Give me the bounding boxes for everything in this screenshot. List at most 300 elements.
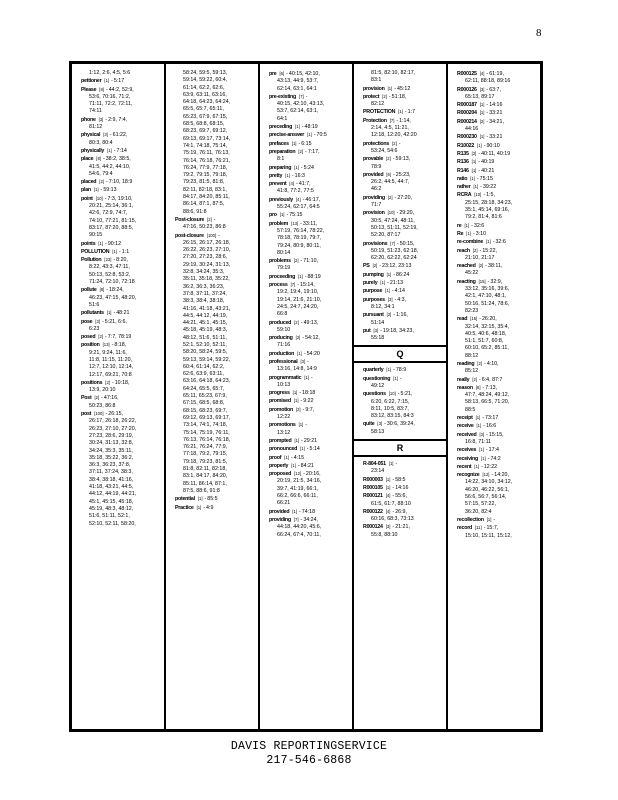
separator-dash: - xyxy=(105,86,108,93)
index-word: pre xyxy=(269,71,277,77)
index-entry-continuation: 36:2, 36:3, 36:23, xyxy=(183,283,225,290)
index-entry xyxy=(269,516,349,524)
occurrence-count: [1] xyxy=(104,78,110,84)
page-line-refs: 86:24 xyxy=(396,271,410,278)
page-line-refs: 29:20, xyxy=(399,210,415,217)
index-entry-continuation: 29:19, 30:24, 31:13, xyxy=(183,261,231,268)
index-entry-continuation: 44:16 xyxy=(465,126,479,133)
index-word: reached xyxy=(457,263,476,270)
index-word: R10022 xyxy=(457,142,475,149)
occurrence-count: [10] xyxy=(474,192,482,198)
index-entry xyxy=(457,150,537,158)
page-line-refs: 39:22 xyxy=(482,184,497,191)
index-entry-continuation: 1:12, 2:6, 4:5, 5:6 xyxy=(89,70,131,76)
index-entry-continuation: 81:5, 82:10, 82:17, xyxy=(371,70,416,76)
index-entry-continuation: 6:20, 6:22, 7:15, xyxy=(371,398,410,405)
page-line-refs: 7:3, 19:10, xyxy=(107,195,133,202)
index-entry-continuation: 79:23, 81:5, 81:8, xyxy=(183,179,225,186)
page-line-refs: 88:19 xyxy=(307,273,321,280)
index-entry-continuation: 8:1 xyxy=(277,156,285,163)
index-entry-continuation: 86:14, 87:1, 87:5, xyxy=(183,201,225,208)
index-entry-continuation: 30:5, 47:24, 48:11, xyxy=(371,217,415,224)
index-entry-continuation: 66:24, 67:4, 70:11, xyxy=(277,531,321,538)
page-line-refs: 10:18, xyxy=(114,379,130,386)
index-entry xyxy=(363,271,443,279)
index-word: re xyxy=(457,222,462,229)
occurrence-count: [1] xyxy=(386,367,392,373)
index-entry xyxy=(457,360,537,368)
index-word: pronounced xyxy=(269,446,298,453)
separator-dash: - xyxy=(297,282,299,289)
occurrence-count: [8] xyxy=(99,287,105,293)
separator-dash: - xyxy=(387,280,389,287)
index-entry-continuation: 83:1 xyxy=(371,77,382,84)
separator-dash: - xyxy=(299,390,302,397)
index-word: purposes xyxy=(363,296,385,303)
index-entry-continuation: 24:5, 24:7, 24:20, xyxy=(277,303,319,310)
occurrence-count: [1] xyxy=(380,280,386,286)
page-line-refs: 41:7, xyxy=(298,181,311,188)
index-entry xyxy=(81,309,161,317)
page-line-refs: 19:18, 34:23, xyxy=(382,327,414,334)
index-entry-continuation: 12:22 xyxy=(277,414,291,421)
separator-dash: - xyxy=(384,421,386,428)
index-entry-continuation: 45:22 xyxy=(465,270,479,277)
occurrence-count: [1] xyxy=(112,248,118,254)
separator-dash: - xyxy=(305,148,307,155)
page-line-refs: 26:15, xyxy=(108,411,124,418)
index-entry-continuation: 41:18, 43:21, 44:5, xyxy=(89,484,134,491)
page-line-refs: 21:21, xyxy=(395,524,410,531)
separator-dash: - xyxy=(113,147,116,154)
occurrence-count: [1] xyxy=(285,172,290,178)
occurrence-count: [13] xyxy=(291,220,299,226)
page-line-refs: 5:17 xyxy=(113,78,125,85)
index-entry-continuation: 80:14 xyxy=(277,249,291,256)
separator-dash: - xyxy=(307,358,309,365)
page-line-refs: 40:15, 42:10, xyxy=(288,71,320,77)
separator-dash: - xyxy=(113,310,116,317)
index-entry-continuation: 64:1 xyxy=(277,115,288,122)
index-entry xyxy=(363,262,443,270)
page-line-refs: 32:9, xyxy=(490,278,503,285)
page-line-refs: 32:6 xyxy=(473,222,485,229)
separator-dash: - xyxy=(300,319,303,326)
index-entry xyxy=(269,140,349,148)
page-line-refs: 4:14 xyxy=(394,288,405,295)
index-word: R000187 xyxy=(457,102,477,109)
index-entry-continuation: 68:15, 68:23, 69:7, xyxy=(183,407,228,414)
index-entry-continuation: 55:24, 62:17, 64:5 xyxy=(277,204,320,211)
index-word: professional xyxy=(269,358,298,365)
occurrence-count: [10] xyxy=(95,195,103,201)
occurrence-count: [2] xyxy=(293,258,299,264)
page-line-refs: 15:22, xyxy=(482,247,498,254)
index-entry-continuation: 46:23, 47:15, 48:20, xyxy=(89,294,137,301)
page-line-refs: 48:21 xyxy=(116,310,130,317)
index-word: receipt xyxy=(457,415,473,422)
occurrence-count: [3] xyxy=(479,86,485,92)
index-entry-continuation: 53:6, 70:16, 71:2, xyxy=(89,93,131,100)
index-entry-continuation: 83:12, 83:15, 84:3 xyxy=(371,413,414,420)
page-line-refs: 25:23, xyxy=(395,171,411,178)
occurrence-count: [2] xyxy=(294,319,299,325)
index-entry-continuation: 51:6 xyxy=(89,301,100,308)
index-entry-continuation: 74:10, 77:21, 81:15, xyxy=(89,217,137,224)
page-line-refs: 9:22 xyxy=(303,398,314,405)
index-entry xyxy=(81,86,161,94)
separator-dash: - xyxy=(380,327,382,334)
separator-dash: - xyxy=(301,124,304,131)
page-line-refs: 14:20, xyxy=(494,472,509,479)
page-line-refs: 51:18, xyxy=(391,93,407,100)
page-line-refs: 5:21, 6:6, xyxy=(104,318,127,325)
occurrence-count: [1] xyxy=(479,134,485,140)
index-entry-continuation: 13:16, 14:8, 14:9 xyxy=(277,366,317,373)
occurrence-count: [1] xyxy=(471,159,477,165)
index-entry-continuation: 47:16, 50:23, 86:8 xyxy=(183,224,226,231)
index-entry-continuation: 66:21 xyxy=(277,500,291,507)
occurrence-count: [1] xyxy=(292,390,298,396)
index-entry-continuation: 38:3, 38:4, 38:18, xyxy=(183,298,225,305)
separator-dash: - xyxy=(478,159,481,166)
separator-dash: - xyxy=(395,461,398,468)
occurrence-count: [1] xyxy=(284,454,289,460)
index-entry-continuation: 76:14, 76:18, 76:21, xyxy=(183,157,231,164)
occurrence-count: [1] xyxy=(307,132,312,138)
index-entry xyxy=(457,142,537,150)
occurrence-count: [7] xyxy=(389,117,395,123)
index-word: recollection xyxy=(457,516,484,523)
separator-dash: - xyxy=(394,85,397,92)
index-entry-continuation: 75:14, 75:19, 76:11, xyxy=(183,429,230,436)
separator-dash: - xyxy=(472,230,475,237)
index-word: pro xyxy=(269,212,277,219)
index-entry xyxy=(363,155,443,163)
occurrence-count: [2] xyxy=(479,118,485,124)
index-entry xyxy=(363,327,443,335)
index-entry xyxy=(363,420,443,428)
index-entry xyxy=(269,358,349,366)
index-entry-continuation: 41:16, 41:18, 43:21, xyxy=(183,305,231,312)
occurrence-count: [1] xyxy=(477,142,482,148)
occurrence-count: [1] xyxy=(385,476,391,482)
page-line-refs: 16:3 xyxy=(294,172,305,179)
separator-dash: - xyxy=(486,102,489,109)
index-entry-continuation: 19:2, 19:4, 19:10, xyxy=(277,289,319,296)
index-entry xyxy=(269,437,349,445)
index-entry-continuation: 82:12 xyxy=(371,101,385,108)
index-entry xyxy=(457,230,537,238)
page-line-refs: 44:2, 52:9, xyxy=(108,86,134,93)
separator-dash: - xyxy=(392,493,395,500)
page-line-refs: 18:18 xyxy=(302,390,316,397)
index-entry-continuation: 27:20, 27:23, 28:6, xyxy=(183,254,228,261)
separator-dash: - xyxy=(286,71,288,77)
separator-dash: - xyxy=(396,240,399,247)
index-entry-continuation: 77:18, 79:2, 79:15, xyxy=(183,451,228,458)
index-entry-continuation: 55:8, 88:10 xyxy=(371,531,398,538)
index-entry-continuation: 44:12, 44:19, 44:21, xyxy=(89,491,137,498)
index-entry-continuation: 64:24, 65:5, 65:7, xyxy=(183,385,225,392)
index-word: pollutants xyxy=(81,310,104,317)
index-entry-continuation: 58:24, 59:5, 59:13, xyxy=(183,70,228,76)
index-entry-continuation: 53:7, 62:14, 63:1, xyxy=(277,108,319,115)
separator-dash: - xyxy=(301,437,303,444)
index-entry-continuation: 55:18 xyxy=(371,335,385,342)
separator-dash: - xyxy=(379,263,381,270)
index-entry xyxy=(363,296,443,304)
page-line-refs: 7:10, 18:9 xyxy=(108,179,133,186)
index-word: problem xyxy=(269,220,289,227)
index-entry xyxy=(269,257,349,265)
index-entry xyxy=(457,101,537,109)
page-line-refs: 61:22, xyxy=(112,132,128,139)
index-word: prompted xyxy=(269,437,292,444)
index-entry-continuation: 74:1, 74:18, 75:14, xyxy=(183,142,228,149)
separator-dash: - xyxy=(310,374,313,381)
index-entry-continuation: 79:2, 81:4, 81:6 xyxy=(465,214,502,221)
index-entry xyxy=(363,508,443,516)
index-entry-continuation: 60:10, 65:2, 85:11, xyxy=(465,345,509,352)
separator-dash: - xyxy=(493,516,496,523)
index-entry xyxy=(269,148,349,156)
index-entry-continuation: 83:1, 84:17, 84:20, xyxy=(183,473,228,480)
page-line-refs: 33:21 xyxy=(489,110,503,117)
index-word: pollute xyxy=(81,287,97,294)
index-entry-continuation: 33:12, 35:16, 39:6, xyxy=(465,286,510,293)
index-entry xyxy=(457,446,537,454)
reporter-phone: 217-546-6868 xyxy=(266,754,352,767)
separator-dash: - xyxy=(302,335,305,342)
index-word: pre-existing xyxy=(269,93,297,100)
index-entry-continuation: 62:6, 63:9, 63:11, xyxy=(183,371,224,378)
occurrence-count: [12] xyxy=(482,472,490,478)
index-entry-continuation: 42:1, 47:10, 48:1, xyxy=(465,293,507,300)
index-entry-continuation: 66:8 xyxy=(277,311,288,318)
index-entry-continuation: 79:19 xyxy=(277,265,291,272)
page-line-refs: 18:24, xyxy=(109,287,124,294)
separator-dash: - xyxy=(486,86,489,93)
index-word: RCRA xyxy=(457,192,472,199)
occurrence-count: [10] xyxy=(388,391,396,397)
index-entry-continuation: 50:16, 51:24, 78:6, xyxy=(465,300,510,307)
occurrence-count: [1] xyxy=(479,110,485,116)
index-entry-continuation: 46:20, 46:22, 56:1, xyxy=(465,486,510,493)
index-entry-continuation: 80:3, 80:4 xyxy=(89,139,113,146)
index-word: Pollution xyxy=(81,257,102,264)
index-column-1 xyxy=(72,64,166,729)
index-entry-continuation: 82:23 xyxy=(465,307,479,314)
occurrence-count: [100] xyxy=(94,411,104,417)
occurrence-count: [1] xyxy=(481,455,486,461)
index-word: R000214 xyxy=(457,118,477,125)
index-word: Post-closure xyxy=(175,216,205,223)
separator-dash: - xyxy=(392,484,395,491)
index-word: physically xyxy=(81,147,105,154)
index-entry xyxy=(457,384,537,392)
index-word: questioning xyxy=(363,375,391,382)
separator-dash: - xyxy=(302,196,305,203)
index-word: read xyxy=(457,316,468,323)
index-entry xyxy=(457,516,537,524)
index-word: R146 xyxy=(457,167,469,174)
index-word: R000126 xyxy=(457,86,477,93)
index-entry xyxy=(269,389,349,397)
index-entry xyxy=(81,333,161,341)
separator-dash: - xyxy=(482,384,485,391)
index-entry-continuation: 35:1, 45:14, 69:16, xyxy=(465,207,510,214)
page-line-refs: 50:15, xyxy=(399,240,415,247)
separator-dash: - xyxy=(298,140,301,147)
index-entry-continuation: 59:13, 59:14, 59:22, xyxy=(183,356,231,363)
index-entry-continuation: 71:16 xyxy=(277,342,291,349)
index-entry xyxy=(269,454,349,462)
index-entry-continuation: 62:11, 88:18, 89:16 xyxy=(465,78,511,85)
index-word: provided xyxy=(363,171,384,178)
reporter-name: DAVIS REPORTINGSERVICE xyxy=(230,740,388,753)
separator-dash: - xyxy=(111,78,113,85)
index-entry xyxy=(81,155,161,163)
index-word: preparing xyxy=(269,164,292,171)
separator-dash: - xyxy=(302,406,305,413)
occurrence-count: [1] xyxy=(387,85,393,91)
separator-dash: - xyxy=(394,296,397,303)
separator-dash: - xyxy=(300,258,303,265)
page-line-refs: 1:16, xyxy=(396,312,408,319)
index-entry-continuation: 26:15, 26:17, 26:18, xyxy=(183,239,231,246)
index-entry-continuation: 60:4, 61:14, 62:2, xyxy=(183,363,225,370)
page-line-refs: 59:13, xyxy=(395,156,411,163)
index-entry-continuation: 10:13 xyxy=(277,381,291,388)
separator-dash: - xyxy=(304,273,307,280)
index-word: received xyxy=(457,431,477,438)
index-entry xyxy=(81,341,161,349)
index-entry-continuation: 62:14, 63:1, 64:1 xyxy=(277,85,317,92)
occurrence-count: [7] xyxy=(299,93,304,99)
index-word: purely xyxy=(363,280,378,287)
index-entry-continuation: 84:17, 84:20, 85:11, xyxy=(183,194,230,201)
page-line-refs: 15:14, xyxy=(300,282,315,289)
index-entry-continuation: 41:5, 44:2, 44:10, xyxy=(89,163,131,170)
index-word: Please xyxy=(81,86,97,93)
index-word: place xyxy=(81,156,94,163)
index-entry xyxy=(363,85,443,93)
index-word: problems xyxy=(269,258,291,265)
index-entry xyxy=(81,318,161,326)
separator-dash: - xyxy=(397,391,400,398)
index-entry-continuation: 59:10 xyxy=(277,326,291,333)
index-entry-continuation: 76:24, 77:9, 77:18, xyxy=(183,164,228,171)
index-word: proof xyxy=(269,454,282,461)
separator-dash: - xyxy=(482,415,485,422)
index-word: PROTECTION xyxy=(363,109,396,116)
section-letter-heading: R xyxy=(354,439,446,457)
occurrence-count: [4] xyxy=(385,493,391,499)
occurrence-count: [4] xyxy=(296,196,301,202)
index-entry-continuation: 26:23, 27:10, 27:20, xyxy=(89,425,137,432)
index-entry-continuation: 74:11 xyxy=(89,108,102,115)
index-entry xyxy=(457,191,537,199)
index-entry xyxy=(457,278,537,286)
index-word: posed xyxy=(81,334,96,341)
separator-dash: - xyxy=(300,220,302,227)
index-entry xyxy=(269,462,349,470)
index-word: promotions xyxy=(269,422,296,429)
separator-dash: - xyxy=(119,248,121,255)
separator-dash: - xyxy=(486,134,489,141)
separator-dash: - xyxy=(392,508,395,515)
index-word: R136 xyxy=(457,159,469,166)
page-line-refs: 7:17, xyxy=(307,148,320,155)
separator-dash: - xyxy=(393,367,395,374)
index-entry xyxy=(457,315,537,323)
index-entry xyxy=(363,209,443,217)
index-entry xyxy=(81,116,161,124)
index-entry-continuation: 87:5, 88:6, 91:8 xyxy=(183,487,220,494)
index-entry-continuation: 50:19, 51:23, 62:18, xyxy=(371,247,419,254)
occurrence-count: [3] xyxy=(385,524,391,530)
index-word: record xyxy=(457,525,472,532)
index-entry-continuation: 63:16, 64:18, 64:23, xyxy=(183,378,231,385)
separator-dash: - xyxy=(299,508,301,515)
occurrence-count: [15] xyxy=(478,278,486,284)
index-entry xyxy=(269,172,349,180)
index-entry-continuation: 20:21, 25:14, 36:1, xyxy=(89,203,134,210)
page-line-refs: 40:11, 40:19 xyxy=(481,150,511,157)
occurrence-count: [1] xyxy=(295,124,300,130)
index-entry xyxy=(457,183,537,191)
index-entry-continuation: 45:18, 45:19, 48:3, xyxy=(183,327,228,334)
index-entry-continuation: 81:12 xyxy=(89,124,103,131)
index-entry-continuation: 42:6, 72:9, 74:7, xyxy=(89,210,128,217)
index-entry-continuation: 53:24, 54:6 xyxy=(371,147,398,154)
index-entry-continuation: 26:2, 44:5, 44:7, xyxy=(371,179,410,186)
page-line-refs: 9:7, xyxy=(305,406,315,413)
index-word: points xyxy=(81,240,96,247)
occurrence-count: [1] xyxy=(98,240,104,246)
index-entry-continuation: 8:11, 10:5, 83:7, xyxy=(371,405,409,412)
page-line-refs: 30:6, 39:24, xyxy=(386,421,415,428)
occurrence-count: [1] xyxy=(298,273,303,279)
separator-dash: - xyxy=(479,316,481,323)
index-entry-continuation: 79:2, 79:15, 79:18, xyxy=(183,172,228,179)
page-line-refs: 5:21, xyxy=(400,391,413,398)
separator-dash: - xyxy=(296,181,298,188)
index-entry-continuation: 35:11, 35:18, 35:22, xyxy=(183,276,230,283)
index-entry-continuation: 51:1, 51:7, 60:8, xyxy=(465,338,504,345)
occurrence-count: [1] xyxy=(294,164,299,170)
separator-dash: - xyxy=(483,423,485,430)
index-entry xyxy=(363,390,443,398)
index-entry-continuation: 57:19, 76:14, 78:22, xyxy=(277,227,325,234)
occurrence-count: [1] xyxy=(291,140,297,146)
separator-dash: - xyxy=(486,110,489,117)
separator-dash: - xyxy=(484,360,486,367)
page-line-refs: 1:7 xyxy=(407,109,416,116)
page-line-refs: 71:10, xyxy=(303,258,318,265)
index-word: plan xyxy=(81,187,91,194)
index-word: position xyxy=(81,342,100,349)
occurrence-count: [1] xyxy=(486,239,491,245)
index-entry-continuation: 51:14 xyxy=(371,319,385,326)
separator-dash: - xyxy=(305,422,308,429)
index-entry-continuation: 61:5, 61:7, 88:10 xyxy=(371,500,411,507)
index-word: physical xyxy=(81,132,101,139)
index-word: R135 xyxy=(457,150,469,157)
separator-dash: - xyxy=(483,525,486,532)
index-entry xyxy=(363,93,443,101)
